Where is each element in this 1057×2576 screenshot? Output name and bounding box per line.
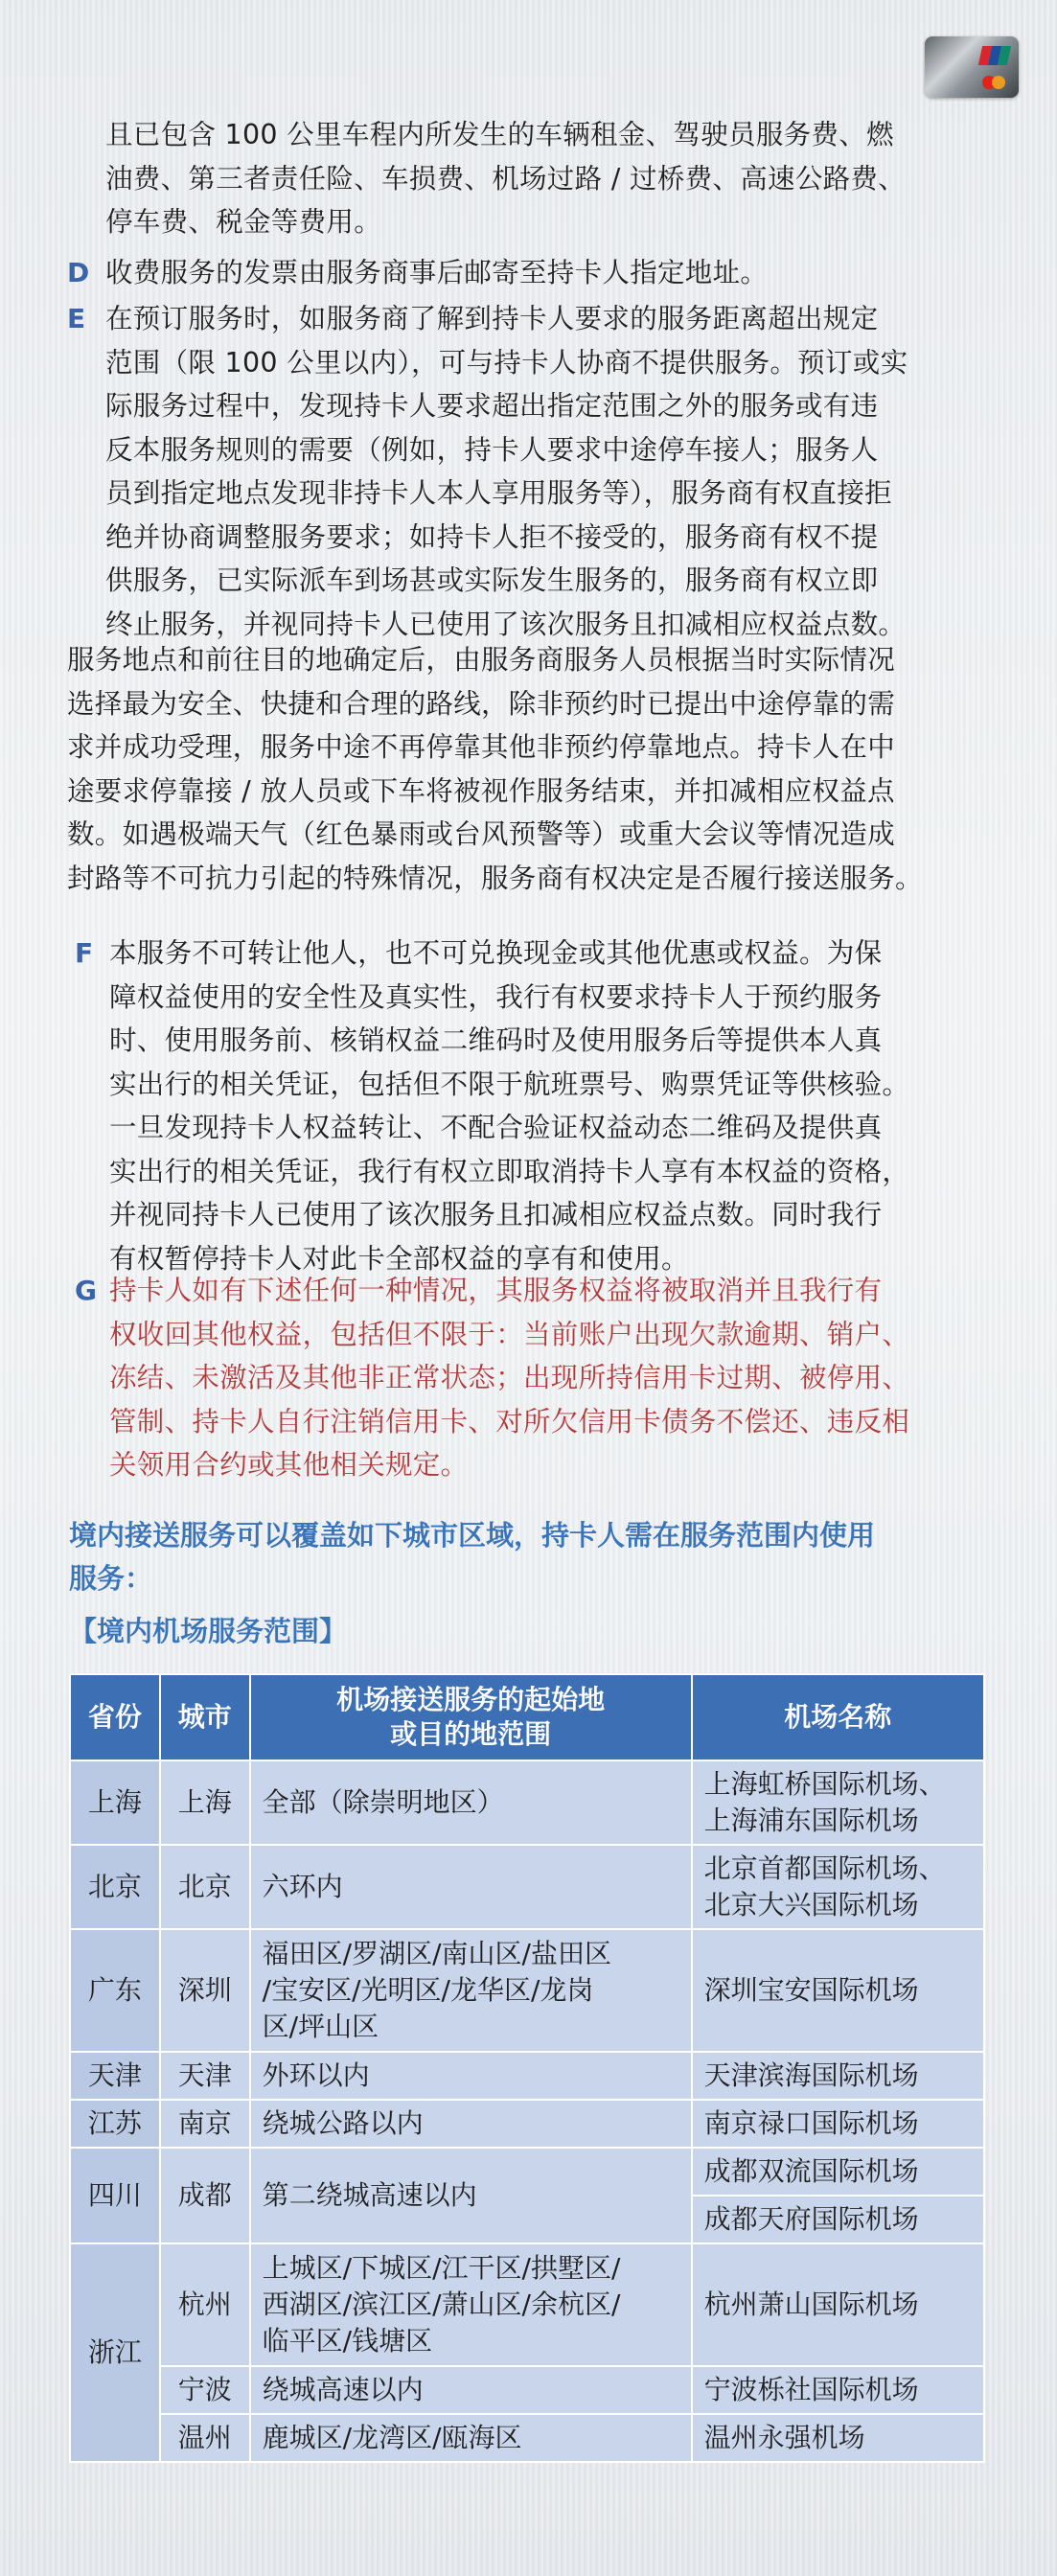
header-range-text: 机场接送服务的起始地 或目的地范围 bbox=[336, 1684, 606, 1750]
item-marker-f: F bbox=[75, 937, 94, 969]
province-cell: 上海 bbox=[70, 1760, 160, 1845]
item-marker-g: G bbox=[75, 1275, 98, 1306]
header-city: 城市 bbox=[160, 1674, 250, 1760]
table-row bbox=[70, 2243, 984, 2366]
city-cell: 北京 bbox=[160, 1845, 250, 1929]
city-cell: 温州 bbox=[160, 2414, 250, 2462]
airport-coverage-table bbox=[69, 1673, 985, 2463]
coverage-heading: 境内接送服务可以覆盖如下城市区域，持卡人需在服务范围内使用 服务： bbox=[69, 1519, 876, 1595]
continued-paragraph: 且已包含 100 公里车程内所发生的车辆租金、驾驶员服务费、燃 油费、第三者责任险、车损费、机场过路 / 过桥费、高速公路费、 停车费、税金等费用。 bbox=[105, 119, 907, 238]
airport-cell: 杭州萧山国际机场 bbox=[692, 2243, 984, 2366]
airport-cell: 深圳宝安国际机场 bbox=[692, 1929, 984, 2052]
range-cell: 全部（除崇明地区） bbox=[250, 1760, 692, 1845]
route-paragraph: 服务地点和前往目的地确定后，由服务商服务人员根据当时实际情况 选择最为安全、快捷和合理的路线，除非预约时已提出中途停靠的需 求并成功受理，服务中途不再停靠其他非预约停靠地点。持卡人在中 途要求停靠接 / 放人员或下车将被视作服务结束，并扣减相应权益点 数。如遇极端天气（红色暴雨或台风预警等）或重大会议等情况造成 封路等不可抗力引起的特殊情况，服务商有权决定是否履行接送服务。 bbox=[67, 644, 923, 894]
range-cell: 外环以内 bbox=[250, 2052, 692, 2100]
item-d-text: 收费服务的发票由服务商事后邮寄至持卡人指定地址。 bbox=[105, 257, 769, 288]
range-cell: 鹿城区/龙湾区/瓯海区 bbox=[250, 2414, 692, 2462]
province-cell: 天津 bbox=[70, 2052, 160, 2100]
header-province: 省份 bbox=[70, 1674, 160, 1760]
airport-cell: 成都双流国际机场 bbox=[692, 2148, 984, 2196]
table-row bbox=[70, 1929, 984, 2052]
item-g-text: 持卡人如有下述任何一种情况，其服务权益将被取消并且我行有 权收回其他权益，包括但不限于：当前账户出现欠款逾期、销户、 冻结、未激活及其他非正常状态；出现所持信用卡过期、被停用、 管制、持卡人自行注销信用卡、对所欠信用卡债务不偿还、违反相 关领用合约或其他相关规定。 bbox=[109, 1275, 910, 1481]
credit-card-logo bbox=[925, 36, 1019, 98]
table-row bbox=[70, 1845, 984, 1929]
header-range bbox=[250, 1674, 692, 1760]
province-cell: 四川 bbox=[70, 2148, 160, 2243]
table-row bbox=[70, 2052, 984, 2100]
range-cell: 六环内 bbox=[250, 1845, 692, 1929]
city-cell: 南京 bbox=[160, 2100, 250, 2148]
mastercard-icon bbox=[982, 76, 1007, 89]
item-f-text: 本服务不可转让他人，也不可兑换现金或其他优惠或权益。为保 障权益使用的安全性及真实性，我行有权要求持卡人于预约服务 时、使用服务前、核销权益二维码时及使用服务后等提供本人真 实出行的相关凭证，包括但不限于航班票号、购票凭证等供核验。 一旦发现持卡人权益转让、不配合验证权益动态二维码及提供真 实出行的相关凭证，我行有权立即取消持卡人享有本权益的资格， 并视同持卡人已使用了该次服务且扣减相应权益点数。同时我行 有权暂停持卡人对此卡全部权益的享有和使用。 bbox=[109, 937, 910, 1275]
table-row bbox=[70, 2148, 984, 2196]
city-cell: 宁波 bbox=[160, 2366, 250, 2414]
range-cell: 福田区/罗湖区/南山区/盐田区 /宝安区/光明区/龙华区/龙岗 区/坪山区 bbox=[250, 1929, 692, 2052]
table-header-row bbox=[70, 1674, 984, 1760]
airport-cell: 天津滨海国际机场 bbox=[692, 2052, 984, 2100]
table-title: 【境内机场服务范围】 bbox=[69, 1615, 348, 1647]
table-row bbox=[70, 2100, 984, 2148]
item-e-text: 在预订服务时，如服务商了解到持卡人要求的服务距离超出规定 范围（限 100 公里以内），可与持卡人协商不提供服务。预订或实 际服务过程中，发现持卡人要求超出指定范围之外的服务或有违 反本服务规则的需要（例如，持卡人要求中途停车接人；服务人 员到指定地点发现非持卡人本人享用服务等），服务商有权直接拒 绝并协商调整服务要求；如持卡人拒不接受的，服务商有权不提 供服务，已实际派车到场甚或实际发生服务的，服务商有权立即 终止服务，并视同持卡人已使用了该次服务且扣减相应权益点数。 bbox=[105, 303, 908, 640]
item-marker-d: D bbox=[67, 257, 90, 288]
airport-cell: 南京禄口国际机场 bbox=[692, 2100, 984, 2148]
province-cell: 浙江 bbox=[70, 2243, 160, 2462]
city-cell: 深圳 bbox=[160, 1929, 250, 2052]
airport-cell: 北京首都国际机场、 北京大兴国际机场 bbox=[692, 1845, 984, 1929]
header-airport: 机场名称 bbox=[692, 1674, 984, 1760]
city-cell: 成都 bbox=[160, 2148, 250, 2243]
table-row bbox=[70, 2366, 984, 2414]
airport-cell: 宁波栎社国际机场 bbox=[692, 2366, 984, 2414]
province-cell: 广东 bbox=[70, 1929, 160, 2052]
city-cell: 杭州 bbox=[160, 2243, 250, 2366]
item-marker-e: E bbox=[67, 303, 86, 334]
airport-cell: 上海虹桥国际机场、 上海浦东国际机场 bbox=[692, 1760, 984, 1845]
range-cell: 绕城公路以内 bbox=[250, 2100, 692, 2148]
airport-cell: 成都天府国际机场 bbox=[692, 2196, 984, 2243]
range-cell: 绕城高速以内 bbox=[250, 2366, 692, 2414]
table-row bbox=[70, 2414, 984, 2462]
table-row bbox=[70, 1760, 984, 1845]
range-cell: 上城区/下城区/江干区/拱墅区/ 西湖区/滨江区/萧山区/余杭区/ 临平区/钱塘区 bbox=[250, 2243, 692, 2366]
airport-cell: 温州永强机场 bbox=[692, 2414, 984, 2462]
unionpay-icon bbox=[980, 46, 1009, 65]
province-cell: 江苏 bbox=[70, 2100, 160, 2148]
city-cell: 天津 bbox=[160, 2052, 250, 2100]
province-cell: 北京 bbox=[70, 1845, 160, 1929]
city-cell: 上海 bbox=[160, 1760, 250, 1845]
range-cell: 第二绕城高速以内 bbox=[250, 2148, 692, 2243]
